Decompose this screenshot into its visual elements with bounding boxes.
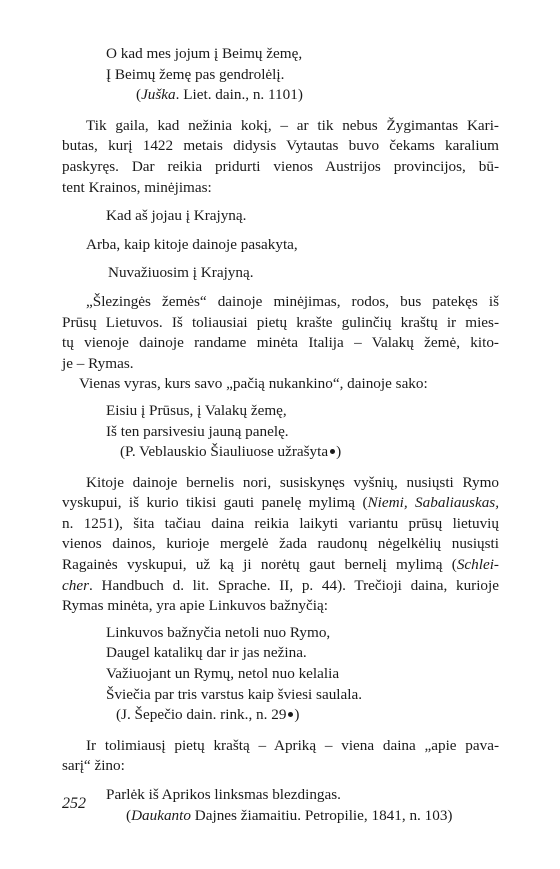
paragraph-line: Tik gaila, kad nežinia kokį, – ar tik nebus Žygimantas Kari- xyxy=(86,116,499,134)
paragraph-line xyxy=(62,576,499,597)
page-text xyxy=(62,44,499,826)
poem-line: Eisiu į Prūsus, į Valakų žemę, xyxy=(106,401,287,419)
paragraph-line: Ir tolimiausį pietų kraštą – Apriką – viena daina „apie pava- xyxy=(86,736,499,754)
paragraph xyxy=(62,473,499,617)
paragraph-line: sarį“ žino: xyxy=(62,757,125,775)
paragraph-line: „Šlezingės žemės“ dainoje minėjimas, rodos, bus patekęs iš xyxy=(86,292,499,310)
citation-author: Schlei- xyxy=(456,556,499,574)
verse-line: Nuvažiuosim į Krajyną. xyxy=(108,264,254,282)
poem-line: Parlėk iš Aprikos linksmas blezdingas. xyxy=(106,786,341,803)
paragraph-line: n. 1251), šita tačiau daina reikia laikyti variantu prūsų lietuvių xyxy=(62,514,499,532)
paragraph-line: paskyręs. Dar reikia pridurti vienos Austrijos provincijos, bū- xyxy=(62,157,499,175)
paragraph-line: butas, kurį 1422 metais didysis Vytautas buvo čekams karalium xyxy=(62,137,499,155)
paragraph-line xyxy=(62,493,499,514)
paragraph-text: Ragainės vyskupui, už ką ji norėtų gaut bernelį mylimą ( xyxy=(62,556,457,574)
poem-line: Daugel katalikų dar ir jas nežina. xyxy=(106,644,307,662)
paragraph-line: Vienas vyras, kurs savo „pačią nukankino“, dainoje sako: xyxy=(79,375,428,393)
citation-author: Niemi, Sabaliauskas, xyxy=(367,494,500,512)
citation: (Juška. Liet. dain., n. 1101) xyxy=(136,86,303,104)
citation xyxy=(62,442,499,463)
poem xyxy=(62,785,499,826)
poem-line: Į Beimų žemę pas gendrolėlį. xyxy=(106,65,285,83)
poem-line: Važiuojant un Rymų, netol nuo kelalia xyxy=(106,665,340,683)
paragraph-line: Kitoje dainoje bernelis nori, susiskynęs vyšnių, nusiųsti Rymo xyxy=(86,473,499,491)
bullet-dot-icon xyxy=(288,712,293,717)
verse-line: Kad aš jojau į Krajyną. xyxy=(106,207,247,225)
paragraph xyxy=(62,736,499,777)
paragraph-text: vyskupui, iš kurio tikisi gauti panelę mylimą ( xyxy=(62,494,368,512)
citation-author: cher xyxy=(62,576,89,594)
bullet-dot-icon xyxy=(330,449,335,454)
paragraph-line: vienos dainos, kurioje mergelė žada raudonų nėgelkėlių nusiųsti xyxy=(62,535,499,553)
poem-line: O kad mes jojum į Beimų žemę, xyxy=(106,45,303,62)
page-number: 252 xyxy=(62,795,86,812)
citation-author: Juška xyxy=(141,86,176,104)
citation: (Daukanto Dajnes žiamaitiu. Petropilie, 1841, n. 103) xyxy=(126,806,453,824)
citation-text: Dajnes žiamaitiu. Petropilie, 1841, n. 103) xyxy=(190,806,453,824)
citation-author: Daukanto xyxy=(131,806,191,824)
citation-text: (J. Šepečio dain. rink., n. 29 xyxy=(116,706,287,724)
citation xyxy=(62,705,499,726)
citation-text: (P. Veblauskio Šiauliuose užrašyta xyxy=(120,443,329,461)
paragraph-line: Rymas minėta, yra apie Linkuvos bažnyčią: xyxy=(62,597,328,615)
paragraph-line: Prūsų Lietuvos. Iš toliausiai pietų krašte gulinčių kraštų ir mies- xyxy=(62,313,499,331)
poem-line: Šviečia par tris varstus kaip šviesi saulala. xyxy=(106,685,363,703)
paragraph xyxy=(62,292,499,395)
paragraph-line: je – Rymas. xyxy=(62,354,134,372)
paragraph-line xyxy=(62,555,499,576)
poem xyxy=(62,401,499,463)
poem-line: Iš ten parsivesiu jauną panelę. xyxy=(106,422,289,440)
poem-line: Linkuvos bažnyčia netoli nuo Rymo, xyxy=(106,623,331,641)
citation-end: ) xyxy=(294,706,300,724)
paragraph-line: tų vienoje dainoje randame minėta Italija – Valakų žemė, kito- xyxy=(62,334,499,352)
poem xyxy=(62,623,499,726)
paragraph-text: . Handbuch d. lit. Sprache. II, p. 44). Trečioji daina, kurioje xyxy=(89,576,499,594)
paragraph xyxy=(62,116,499,198)
citation-text: . Liet. dain., n. 1101) xyxy=(175,86,303,104)
paragraph-line: Arba, kaip kitoje dainoje pasakyta, xyxy=(86,235,298,253)
paragraph-line: tent Krainos, minėjimas: xyxy=(62,178,212,196)
citation-end: ) xyxy=(336,443,342,461)
